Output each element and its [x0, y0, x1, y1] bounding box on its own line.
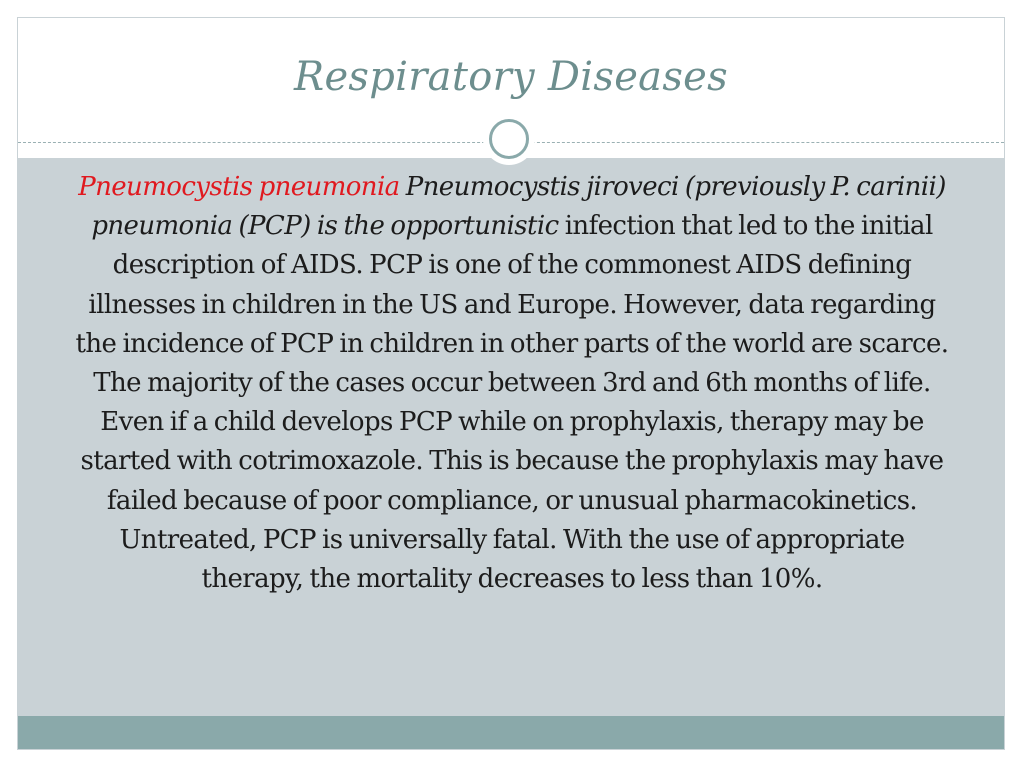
circle-ornament-icon [483, 113, 535, 165]
highlighted-term: Pneumocystis pneumonia [78, 172, 400, 202]
slide [17, 17, 1005, 750]
paragraph-1 [68, 168, 956, 403]
slide-content [68, 168, 956, 599]
footer-band [18, 716, 1004, 750]
paragraph-2: Even if a child develops PCP while on prophylaxis, therapy may be started with cotrimoxazole. This is because the prophylaxis may have failed because of poor compliance, or unusual pharmacokinetics. Untreated, PCP is universally fatal. With the use of appropriate therapy, the mortality decreases to less than 10%. [80, 407, 944, 595]
paragraph-1-text: infection that led to the initial description of AIDS. PCP is one of the commonest AIDS defining illnesses in children in the US and Europe. However, data regarding the incidence of PCP in children in other parts of the world are scarce. The majority of the cases occur between 3rd and 6th months of life. [75, 211, 949, 399]
slide-title: Respiratory Diseases [294, 54, 728, 100]
intro-italic-text: Pneumocystis jiroveci (previously P. carinii) pneumonia (PCP) is the opportunistic [91, 172, 946, 242]
ornament-ring [489, 119, 529, 159]
